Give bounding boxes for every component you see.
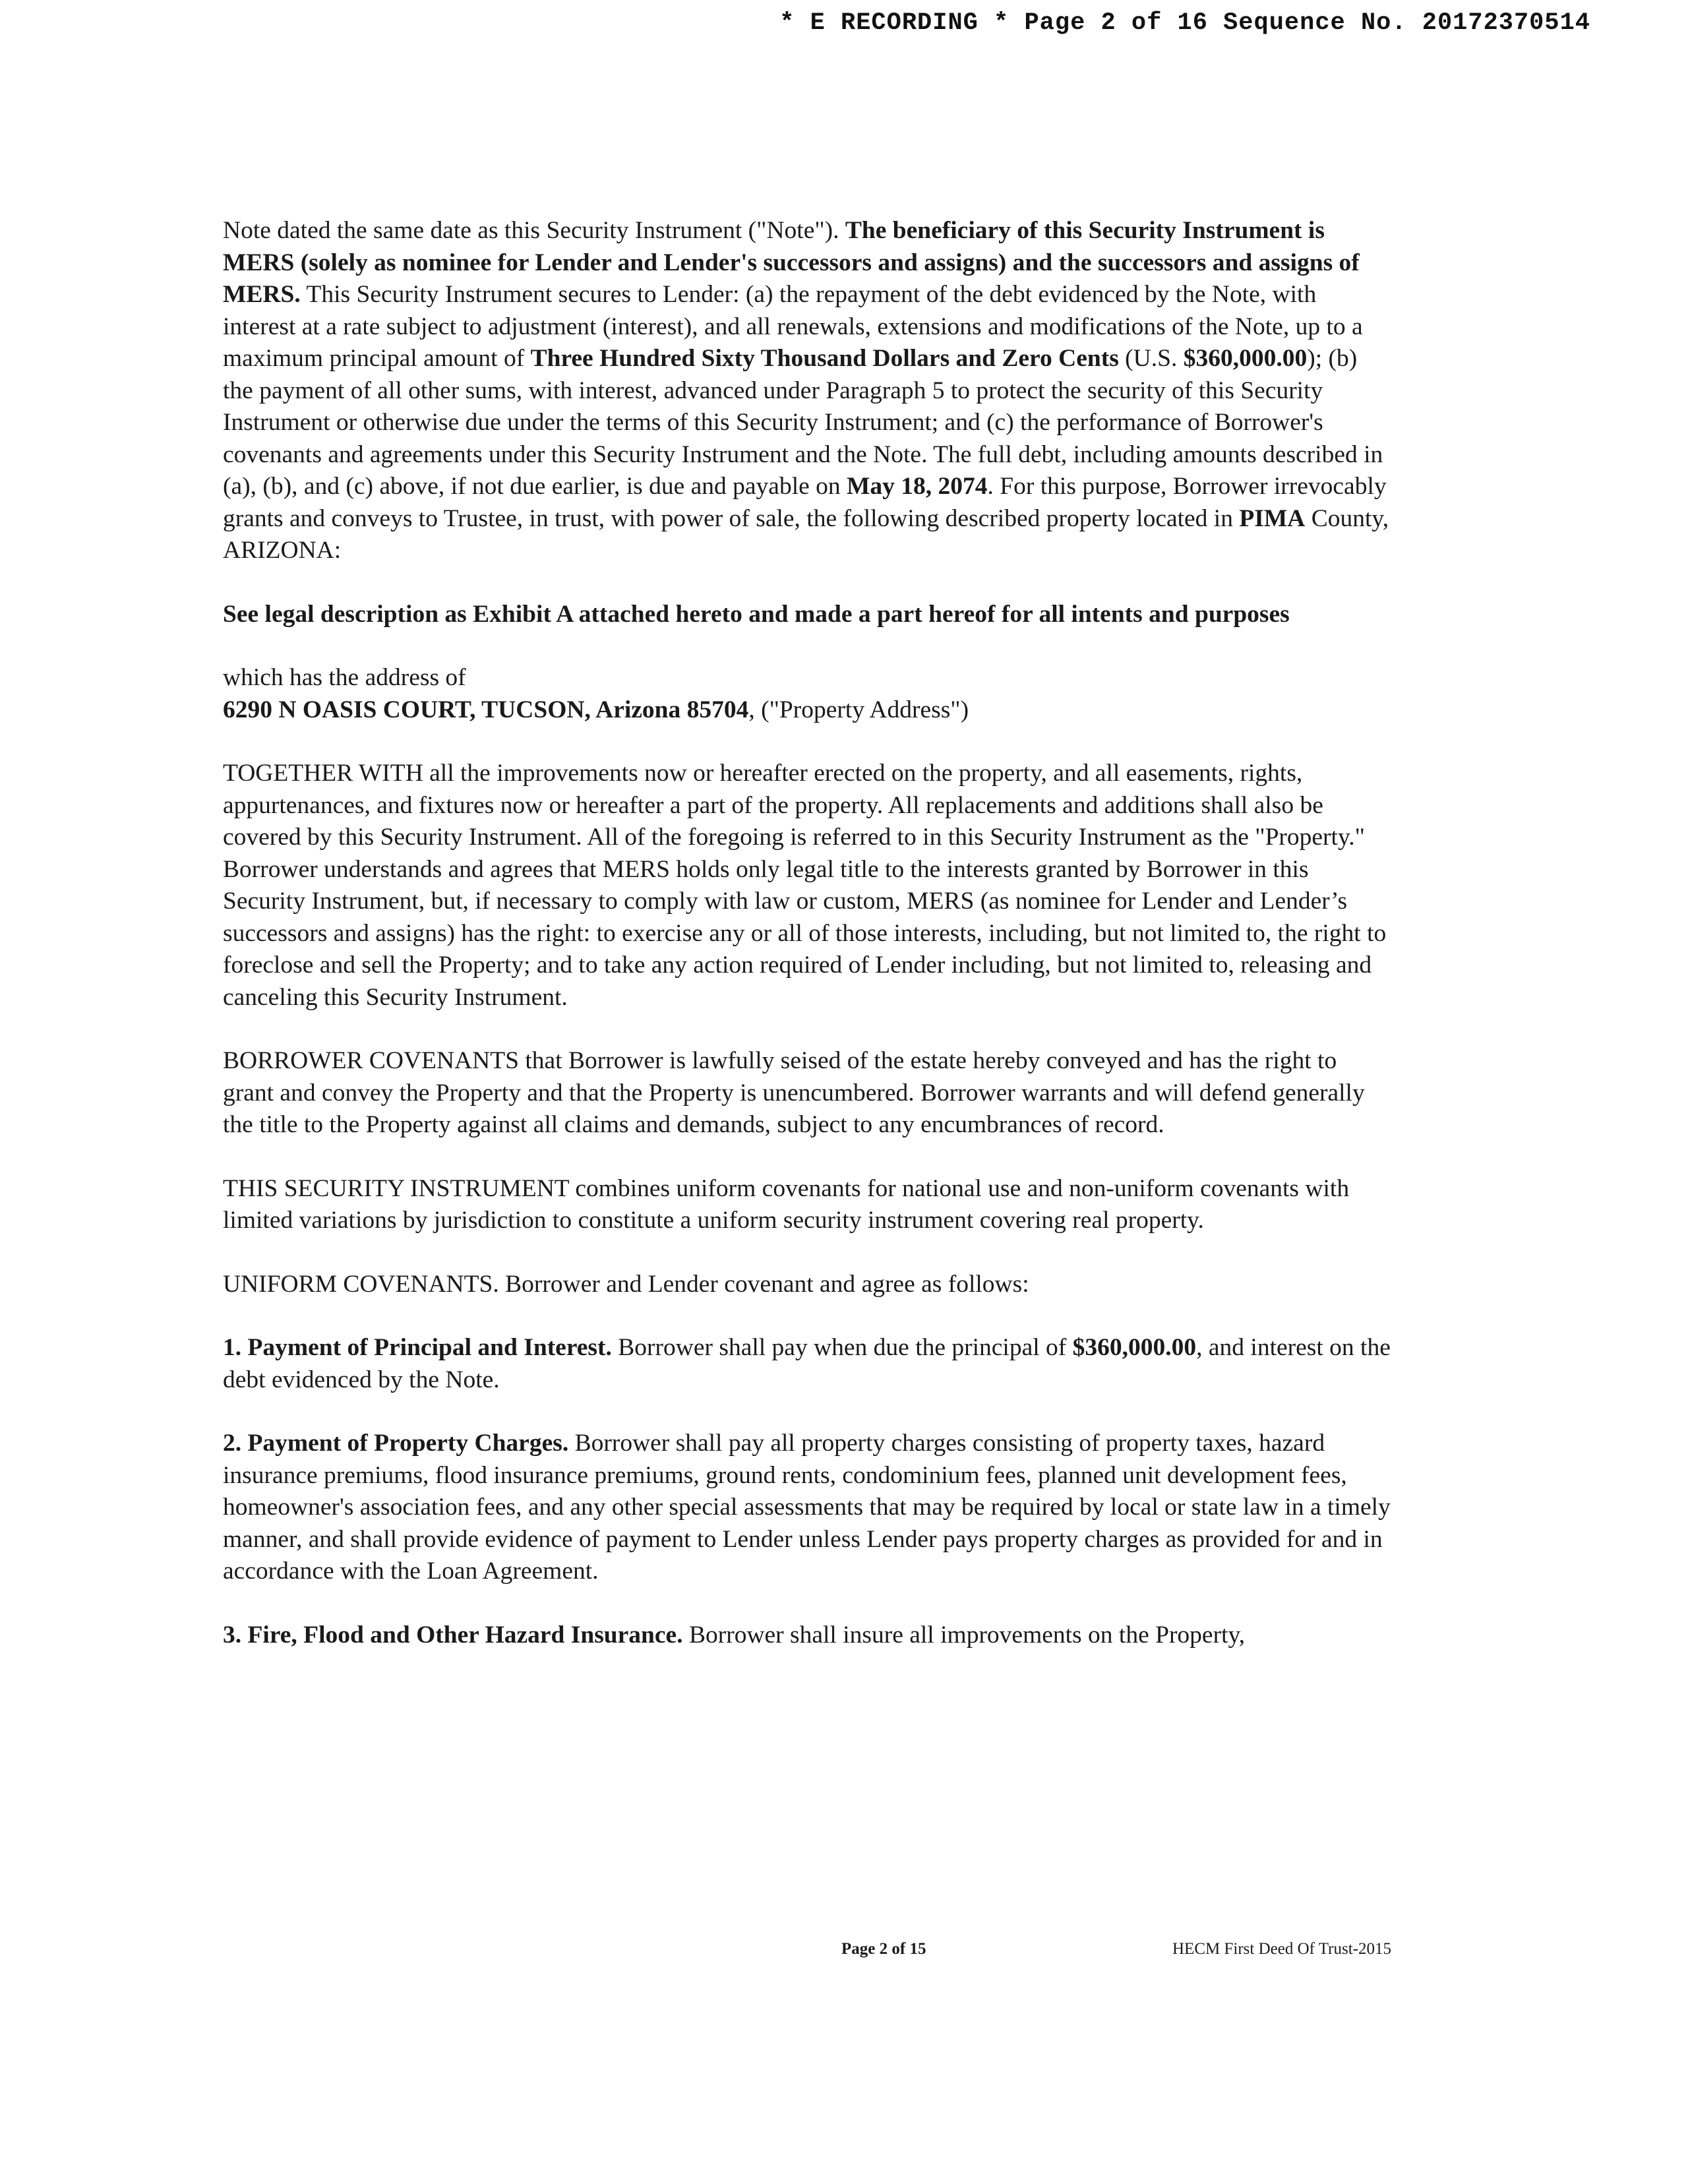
text-segment: Borrower shall insure all improvements on the Property, (682, 1621, 1246, 1649)
address-intro: which has the address of (223, 664, 466, 691)
paragraph-property-address (223, 662, 1391, 726)
form-name: HECM First Deed Of Trust-2015 (1172, 1940, 1391, 1958)
paragraph-together-with: TOGETHER WITH all the improvements now or hereafter erected on the property, and all easements, rights, appurtenances, and fixtures now or hereafter a part of the property. All replacements and additions shall also be covered by this Security Instrument. All of the foregoing is referred to in this Security Instrument as the "Property." Borrower understands and agrees that MERS holds only legal title to the interests granted by Borrower in this Security Instrument, but, if necessary to comply with law or custom, MERS (as nominee for Lender and Lender’s successors and assigns) has the right: to exercise any or all of those interests, including, but not limited to, the right to foreclose and sell the Property; and to take any action required of Lender including, but not limited to, releasing and canceling this Security Instrument. (223, 760, 1387, 1011)
text-segment: Borrower shall pay when due the principal of (611, 1334, 1073, 1361)
text-segment: ); (b) the payment of all other sums, with interest, advanced under Paragraph 5 to protect the security of this Security Instrument or otherwise due under the terms of this Security Instrument; and (c) the performance of Borrower's covenants and agreements under this Security Instrument and the Note. The full debt, including amounts described in (a), (b), and (c) above, if not due earlier, is due and payable on (223, 345, 1383, 500)
text-segment: , and interest on the debt evidenced by the Note. (223, 1334, 1391, 1393)
recording-header: * E RECORDING * Page 2 of 16 Sequence No. 20172370514 (779, 9, 1590, 37)
page-number: Page 2 of 15 (841, 1940, 926, 1958)
paragraph-legal-description (223, 599, 1391, 631)
paragraph-borrower-covenants: BORROWER COVENANTS that Borrower is lawfully seised of the estate hereby conveyed and has the right to grant and convey the Property and that the Property is unencumbered. Borrower warrants and will defend generally the title to the Property against all claims and demands, subject to any encumbrances of record. (223, 1047, 1365, 1138)
text-segment: (U.S. (1118, 345, 1184, 372)
text-segment: County, ARIZONA: (223, 504, 1389, 564)
covenant-1-title: 1. Payment of Principal and Interest. (223, 1334, 612, 1361)
covenant-3-title: 3. Fire, Flood and Other Hazard Insurance. (223, 1621, 683, 1649)
county-name: PIMA (1239, 504, 1306, 532)
document-body (223, 215, 1391, 1683)
covenant-3 (223, 1620, 1391, 1652)
principal-amount-words: Three Hundred Sixty Thousand Dollars and Zero Cents (530, 345, 1119, 372)
paragraph-uniform-covenants: UNIFORM COVENANTS. Borrower and Lender covenant and agree as follows: (223, 1270, 1029, 1298)
legal-description: See legal description as Exhibit A attached hereto and made a part hereof for all intents and purposes (223, 600, 1290, 628)
text-segment: Borrower shall pay all property charges consisting of property taxes, hazard insurance premiums, flood insurance premiums, ground rents, condominium fees, planned unit development fees, homeowner's association fees, and any other special assessments that may be required by local or state law in a timely manner, and shall provide evidence of payment to Lender unless Lender pays property charges as provided for and in accordance with the Loan Agreement. (223, 1430, 1391, 1585)
principal-amount: $360,000.00 (1183, 345, 1308, 372)
text-segment: Note dated the same date as this Security Instrument ("Note"). (223, 217, 845, 244)
principal-amount: $360,000.00 (1072, 1334, 1197, 1361)
text-segment: This Security Instrument secures to Lender: (a) the repayment of the debt evidenced by the Note, with interest at a rate subject to adjustment (interest), and all renewals, extensions and modifications of the Note, up to a maximum principal amount of (223, 281, 1363, 372)
text-segment: . For this purpose, Borrower irrevocably grants and conveys to Trustee, in trust, with power of sale, the following described property located in (223, 473, 1387, 532)
beneficiary-statement: The beneficiary of this Security Instrument is MERS (solely as nominee for Lender and Lender's successors and assigns) and the successors and assigns of MERS. (223, 217, 1360, 308)
maturity-date: May 18, 2074 (847, 473, 988, 500)
covenant-2-title: 2. Payment of Property Charges. (223, 1430, 569, 1457)
paragraph-security-instrument: THIS SECURITY INSTRUMENT combines uniform covenants for national use and non-uniform covenants with limited variations by jurisdiction to constitute a uniform security instrument covering real property. (223, 1174, 1350, 1234)
paragraph-note-beneficiary (223, 215, 1391, 567)
covenant-2 (223, 1428, 1391, 1588)
property-address: 6290 N OASIS COURT, TUCSON, Arizona 85704 (223, 696, 749, 723)
covenant-1 (223, 1332, 1391, 1396)
address-suffix: , ("Property Address") (748, 696, 969, 723)
